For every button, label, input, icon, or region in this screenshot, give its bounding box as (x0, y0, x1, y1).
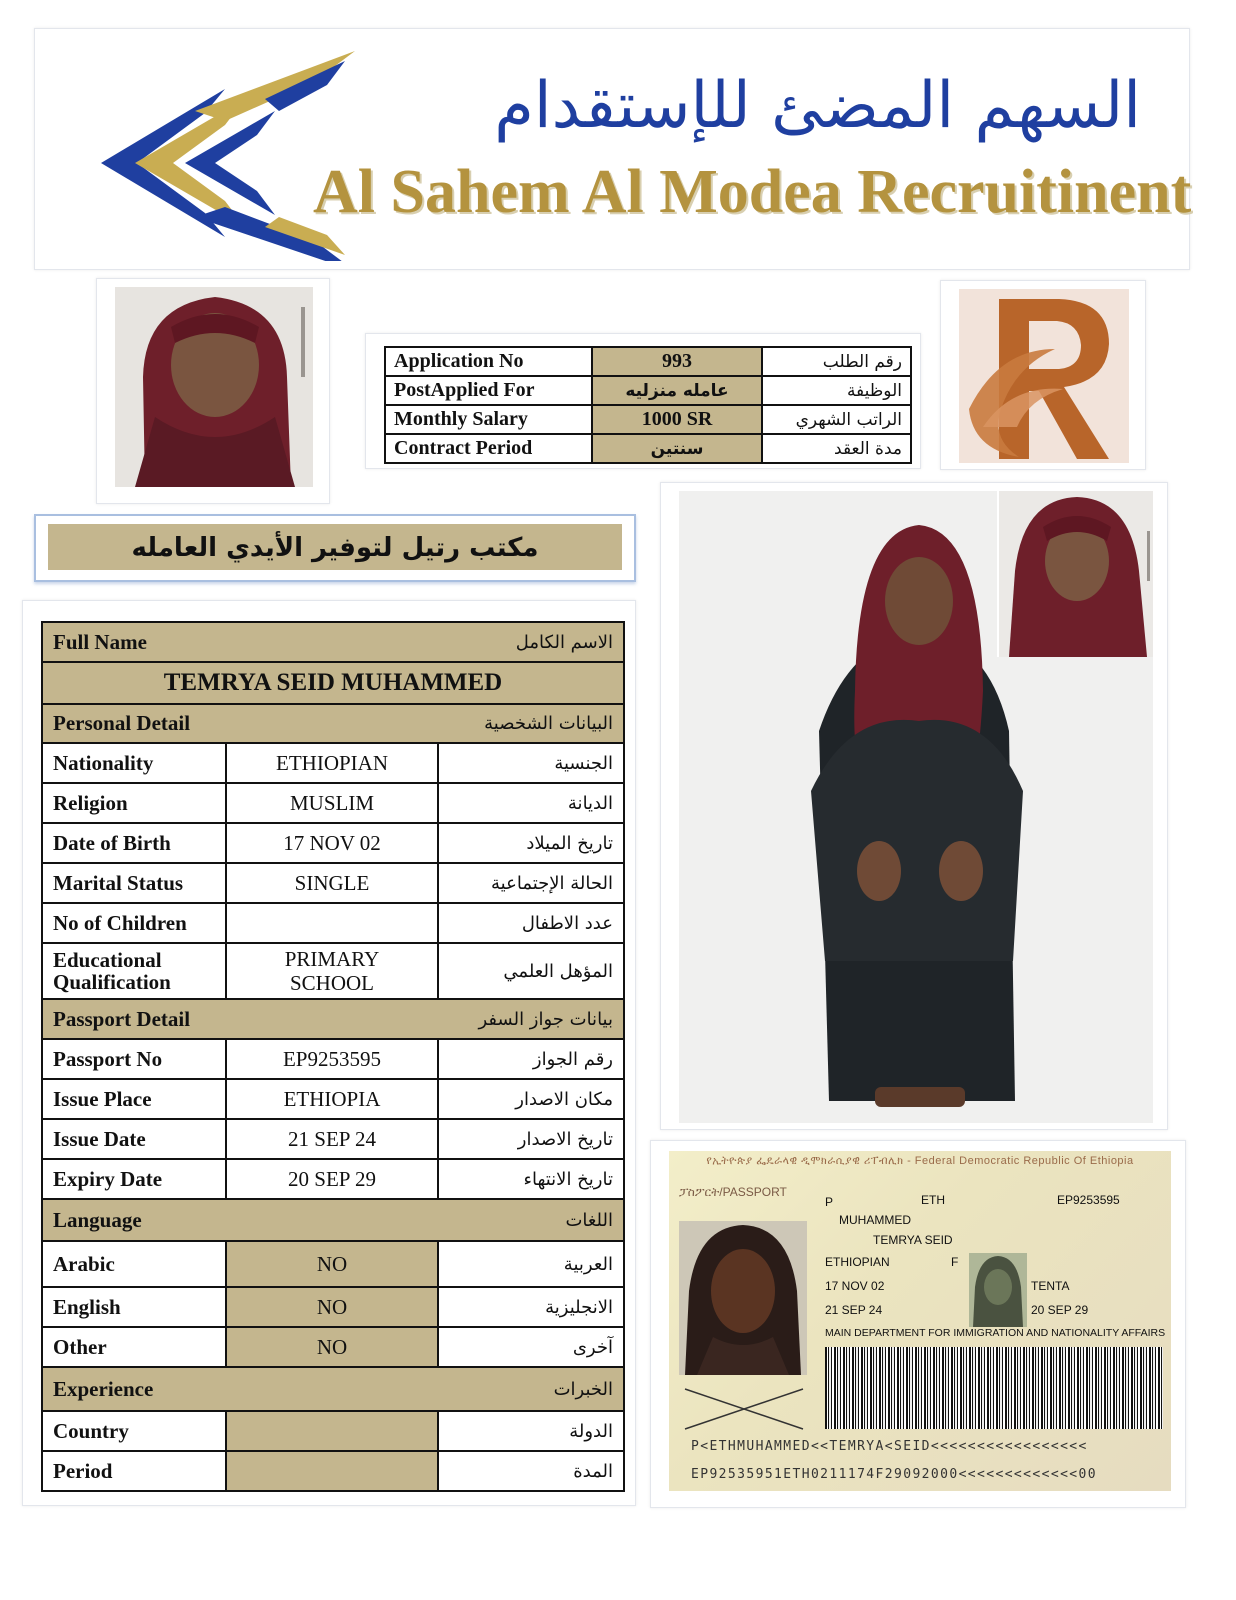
experience-period-value (226, 1451, 438, 1491)
table-row (42, 1159, 624, 1199)
full-name-value: TEMRYA SEID MUHAMMED (42, 662, 624, 704)
nationality-value: ETHIOPIAN (226, 743, 438, 783)
marital-status-value: SINGLE (226, 863, 438, 903)
table-row (42, 662, 624, 704)
table-row (385, 347, 911, 376)
passport-header: የኢትዮጵያ ፌዴራላዊ ዲሞክራሲያዊ ሪፐብሊክ - Federal Democratic Republic Of Ethiopia (706, 1155, 1134, 1167)
table-row (42, 1039, 624, 1079)
full-name-label: Full Name (53, 629, 147, 654)
table-row (385, 405, 911, 434)
expiry-date-label-ar: تاريخ الانتهاء (438, 1159, 624, 1199)
office-name: مكتب رتيل لتوفير الأيدي العامله (48, 524, 622, 570)
passport-mrz-line-2: EP92535951ETH0211174F29092000<<<<<<<<<<<<<00 (691, 1467, 1097, 1482)
english-language-label: English (42, 1287, 226, 1327)
table-row (42, 943, 624, 999)
marital-status-label-ar: الحالة الإجتماعية (438, 863, 624, 903)
table-row (42, 1451, 624, 1491)
experience-heading: Experience (53, 1376, 154, 1401)
contract-period-value: سنتين (592, 434, 762, 463)
table-row (42, 903, 624, 943)
passport-number: EP9253595 (1057, 1193, 1120, 1207)
expiry-date-label: Expiry Date (42, 1159, 226, 1199)
passport-place-of-birth: TENTA (1031, 1279, 1070, 1293)
post-applied-label: PostApplied For (385, 376, 592, 405)
header-banner (34, 28, 1190, 270)
monthly-salary-label-ar: الراتب الشهري (762, 405, 911, 434)
passport-date-of-issue: 21 SEP 24 (825, 1303, 883, 1317)
passport-type: P (825, 1195, 834, 1209)
passport-scan (669, 1151, 1171, 1491)
r-letter-logo-icon (959, 289, 1129, 463)
education-label-ar: المؤهل العلمي (438, 943, 624, 999)
marital-status-label: Marital Status (42, 863, 226, 903)
passport-detail-heading: Passport Detail (53, 1006, 191, 1031)
monthly-salary-label: Monthly Salary (385, 405, 592, 434)
table-row (385, 376, 911, 405)
experience-period-label: Period (42, 1451, 226, 1491)
english-language-value: NO (226, 1287, 438, 1327)
personal-detail-heading: Personal Detail (53, 711, 191, 735)
application-table (384, 346, 912, 464)
passport-surname: MUHAMMED (839, 1213, 911, 1227)
passport-no-label: Passport No (42, 1039, 226, 1079)
table-row (42, 863, 624, 903)
portrait-photo (115, 287, 313, 487)
arabic-language-value: NO (226, 1241, 438, 1287)
language-heading: Language (53, 1207, 142, 1232)
passport-mrz-line-1: P<ETHMUHAMMED<<TEMRYA<SEID<<<<<<<<<<<<<<<<< (691, 1439, 1088, 1454)
passport-scan-frame (650, 1140, 1186, 1508)
dob-value: 17 NOV 02 (226, 823, 438, 863)
passport-photo (679, 1221, 807, 1375)
expiry-date-value: 20 SEP 29 (226, 1159, 438, 1199)
dob-label: Date of Birth (42, 823, 226, 863)
application-no-value: 993 (592, 347, 762, 376)
portrait-photo-frame (96, 278, 330, 504)
full-body-photo-frame (660, 482, 1168, 1130)
experience-period-label-ar: المدة (438, 1451, 624, 1491)
post-applied-label-ar: الوظيفة (762, 376, 911, 405)
religion-value: MUSLIM (226, 783, 438, 823)
table-row (42, 999, 624, 1039)
issue-date-label-ar: تاريخ الاصدار (438, 1119, 624, 1159)
children-label-ar: عدد الاطفال (438, 903, 624, 943)
office-name-banner (34, 514, 636, 582)
language-heading-ar: اللغات (565, 1209, 613, 1231)
table-row (42, 1199, 624, 1241)
passport-authority: MAIN DEPARTMENT FOR IMMIGRATION AND NATIONALITY AFFAIRS (825, 1327, 1166, 1339)
religion-label-ar: الديانة (438, 783, 624, 823)
children-value (226, 903, 438, 943)
other-language-label-ar: آخرى (438, 1327, 624, 1367)
application-info-panel (365, 333, 921, 469)
candidate-details-table (41, 621, 625, 1492)
passport-detail-heading-ar: بيانات جواز السفر (478, 1008, 613, 1030)
contract-period-label-ar: مدة العقد (762, 434, 911, 463)
table-row (42, 783, 624, 823)
passport-given-name: TEMRYA SEID (873, 1233, 953, 1247)
table-row (42, 1327, 624, 1367)
table-row (42, 1079, 624, 1119)
issue-place-label: Issue Place (42, 1079, 226, 1119)
application-no-label-ar: رقم الطلب (762, 347, 911, 376)
table-row (385, 434, 911, 463)
company-english-title: Al Sahem Al Modea Recruitinent (313, 158, 1192, 226)
experience-country-value (226, 1411, 438, 1451)
other-language-label: Other (42, 1327, 226, 1367)
issue-place-value: ETHIOPIA (226, 1079, 438, 1119)
contract-period-label: Contract Period (385, 434, 592, 463)
nationality-label-ar: الجنسية (438, 743, 624, 783)
passport-dob: 17 NOV 02 (825, 1279, 885, 1293)
monthly-salary-value: 1000 SR (592, 405, 762, 434)
issue-date-value: 21 SEP 24 (226, 1119, 438, 1159)
issue-place-label-ar: مكان الاصدار (438, 1079, 624, 1119)
religion-label: Religion (42, 783, 226, 823)
passport-doc-label: ፓስፖርት/PASSPORT (679, 1185, 787, 1199)
passport-barcode (825, 1347, 1163, 1429)
passport-no-value: EP9253595 (226, 1039, 438, 1079)
dob-label-ar: تاريخ الميلاد (438, 823, 624, 863)
table-row (42, 704, 624, 743)
experience-country-label: Country (42, 1411, 226, 1451)
table-row (42, 1241, 624, 1287)
signature-cross-icon (679, 1381, 809, 1435)
children-label: No of Children (42, 903, 226, 943)
post-applied-value: عامله منزليه (592, 376, 762, 405)
passport-ghost-photo (969, 1253, 1027, 1327)
nationality-label: Nationality (42, 743, 226, 783)
passport-country-code: ETH (921, 1193, 945, 1207)
inset-portrait-photo (997, 491, 1153, 657)
application-no-label: Application No (385, 347, 592, 376)
experience-heading-ar: الخبرات (553, 1378, 613, 1400)
full-body-photo (679, 491, 1153, 1123)
education-value: PRIMARY SCHOOL (226, 943, 438, 999)
company-arabic-title: السهم المضئ للإستقدام (494, 69, 1141, 143)
education-label: Educational Qualification (42, 943, 226, 999)
full-name-label-ar: الاسم الكامل (515, 631, 613, 653)
other-language-value: NO (226, 1327, 438, 1367)
candidate-details-panel (22, 600, 636, 1506)
table-row (42, 1367, 624, 1411)
arabic-language-label-ar: العربية (438, 1241, 624, 1287)
arabic-language-label: Arabic (42, 1241, 226, 1287)
personal-detail-heading-ar: البيانات الشخصية (484, 713, 613, 734)
issue-date-label: Issue Date (42, 1119, 226, 1159)
table-row (42, 1411, 624, 1451)
arrow-logo-icon (65, 41, 355, 261)
experience-country-label-ar: الدولة (438, 1411, 624, 1451)
table-row (42, 1287, 624, 1327)
passport-no-label-ar: رقم الجواز (438, 1039, 624, 1079)
passport-date-of-expiry: 20 SEP 29 (1031, 1303, 1089, 1317)
agency-logo-frame (940, 280, 1146, 470)
table-row (42, 743, 624, 783)
table-row (42, 622, 624, 662)
table-row (42, 1119, 624, 1159)
table-row (42, 823, 624, 863)
passport-nationality: ETHIOPIAN (825, 1255, 890, 1269)
passport-sex: F (951, 1255, 959, 1269)
english-language-label-ar: الانجليزية (438, 1287, 624, 1327)
